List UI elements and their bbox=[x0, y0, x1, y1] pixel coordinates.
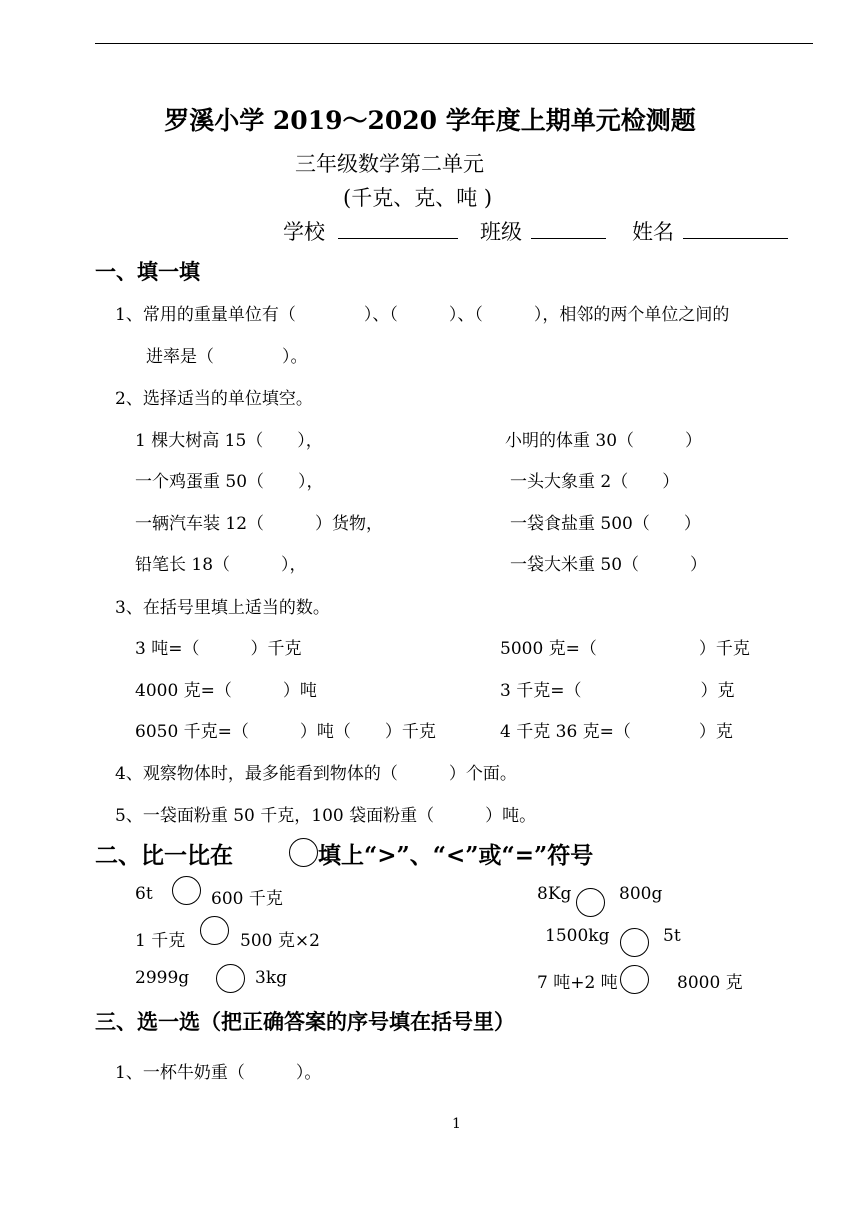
s1-q1-line2: 进率是（ ）。 bbox=[146, 347, 308, 367]
compare-circle[interactable] bbox=[620, 965, 649, 994]
s1-q3-item: 3 吨=（ ）千克 bbox=[135, 639, 302, 659]
s1-q3-item: 4 千克 36 克=（ ）克 bbox=[500, 722, 733, 742]
s1-q3-item: 4000 克=（ ）吨 bbox=[135, 681, 317, 701]
section2-heading-left: 二、比一比在 bbox=[95, 842, 233, 869]
compare-left: 2999g bbox=[135, 968, 190, 988]
section3-heading: 三、选一选（把正确答案的序号填在括号里） bbox=[95, 1009, 515, 1034]
compare-left: 6t bbox=[135, 884, 153, 904]
s3-q1: 1、一杯牛奶重（ ）。 bbox=[115, 1063, 322, 1083]
subtitle-grade: 三年级数学第二单元 bbox=[295, 152, 484, 176]
s1-q3-item: 5000 克=（ ）千克 bbox=[500, 639, 750, 659]
compare-right: 3kg bbox=[255, 968, 287, 988]
subtitle-units: (千克、克、吨 ) bbox=[343, 186, 493, 210]
school-field bbox=[283, 216, 458, 246]
s1-q2-item: 一个鸡蛋重 50（ ）， bbox=[135, 472, 324, 492]
header-rule bbox=[95, 43, 813, 44]
class-blank[interactable] bbox=[531, 220, 606, 239]
compare-circle-icon bbox=[289, 838, 318, 867]
s1-q4: 4、观察物体时，最多能看到物体的（ ）个面。 bbox=[115, 764, 517, 784]
s1-q2-item: 一袋食盐重 500（ ） bbox=[510, 514, 701, 534]
s1-q2: 2、选择适当的单位填空。 bbox=[115, 389, 313, 409]
class-label: 班级 bbox=[480, 220, 522, 244]
s1-q2-item: 一头大象重 2（ ） bbox=[510, 472, 680, 492]
s1-q2-item: 铅笔长 18（ ）， bbox=[135, 555, 307, 575]
compare-circle[interactable] bbox=[172, 876, 201, 905]
class-field bbox=[480, 216, 606, 246]
page-title: 罗溪小学 2019～2020 学年度上期单元检测题 bbox=[164, 106, 696, 135]
compare-circle[interactable] bbox=[576, 888, 605, 917]
compare-right: 500 克×2 bbox=[240, 931, 320, 951]
compare-right: 800g bbox=[619, 884, 663, 904]
compare-right: 600 千克 bbox=[211, 889, 283, 909]
compare-right: 5t bbox=[663, 926, 681, 946]
s1-q1-line1: 1、常用的重量单位有（ ）、（ ）、（ ），相邻的两个单位之间的 bbox=[115, 305, 730, 325]
name-field bbox=[632, 216, 788, 246]
section1-heading: 一、填一填 bbox=[95, 259, 200, 284]
section2-heading-right: 填上“>”、“<”或“=”符号 bbox=[318, 842, 594, 869]
compare-left: 1500kg bbox=[545, 926, 610, 946]
compare-left: 7 吨+2 吨 bbox=[537, 973, 618, 993]
name-label: 姓名 bbox=[632, 220, 674, 244]
school-label: 学校 bbox=[283, 220, 325, 244]
s1-q3: 3、在括号里填上适当的数。 bbox=[115, 598, 330, 618]
s1-q3-item: 3 千克=（ ）克 bbox=[500, 681, 735, 701]
s1-q3-item: 6050 千克=（ ）吨（ ）千克 bbox=[135, 722, 436, 742]
compare-circle[interactable] bbox=[200, 916, 229, 945]
compare-circle[interactable] bbox=[216, 964, 245, 993]
s1-q5: 5、一袋面粉重 50 千克，100 袋面粉重（ ）吨。 bbox=[115, 806, 537, 826]
compare-circle[interactable] bbox=[620, 928, 649, 957]
page-number: 1 bbox=[452, 1116, 461, 1132]
s1-q2-item: 小明的体重 30（ ） bbox=[505, 431, 703, 451]
compare-right: 8000 克 bbox=[677, 973, 743, 993]
s1-q2-item: 一袋大米重 50（ ） bbox=[510, 555, 708, 575]
s1-q2-item: 1 棵大树高 15（ ）， bbox=[135, 431, 323, 451]
school-blank[interactable] bbox=[338, 220, 458, 239]
compare-left: 1 千克 bbox=[135, 931, 186, 951]
s1-q2-item: 一辆汽车装 12（ ）货物， bbox=[135, 514, 384, 534]
compare-left: 8Kg bbox=[537, 884, 572, 904]
name-blank[interactable] bbox=[683, 220, 788, 239]
